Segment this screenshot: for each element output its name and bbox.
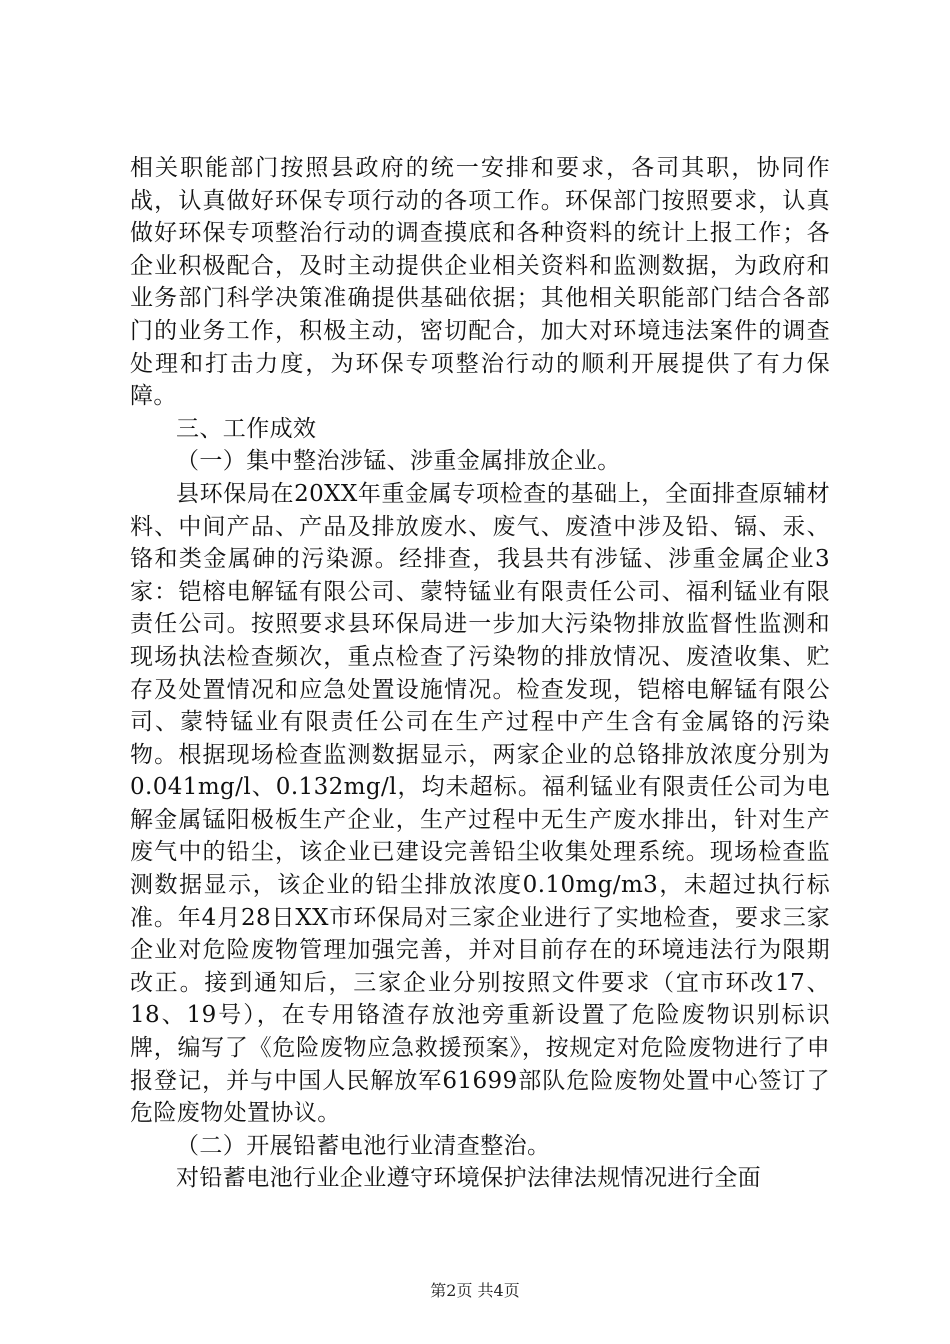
subsection-heading-1: （一）集中整治涉锰、涉重金属排放企业。 <box>176 448 621 475</box>
document-body <box>130 152 830 1195</box>
paragraph-1: 相关职能部门按照县政府的统一安排和要求，各司其职，协同作战，认真做好环保专项行动的各项工作。环保部门按照要求，认真做好环保专项整治行动的调查摸底和各种资料的统计上报工作；各企业积极配合，及时主动提供企业相关资料和监测数据，为政府和业务部门科学决策准确提供基础依据；其他相关职能部门结合各部门的业务工作，积极主动，密切配合，加大对环境违法案件的调查处理和打击力度，为环保专项整治行动的顺利开展提供了有力保障。 <box>130 155 830 410</box>
page-footer: 第2页 共4页 <box>430 1281 520 1300</box>
paragraph-3: 对铅蓄电池行业企业遵守环境保护法律法规情况进行全面 <box>176 1165 761 1192</box>
paragraph-2: 县环保局在20XX年重金属专项检查的基础上，全面排查原辅材料、中间产品、产品及排放废水、废气、废渣中涉及铅、镉、汞、铬和类金属砷的污染源。经排查，我县共有涉锰、涉重金属企业3家：铠榕电解锰有限公司、蒙特锰业有限责任公司、福利锰业有限责任公司。按照要求县环保局进一步加大污染物排放监督性监测和现场执法检查频次，重点检查了污染物的排放情况、废渣收集、贮存及处置情况和应急处置设施情况。检查发现，铠榕电解锰有限公司、蒙特锰业有限责任公司在生产过程中产生含有金属铬的污染物。根据现场检查监测数据显示，两家企业的总铬排放浓度分别为0.041mg/l、0.132mg/l，均未超标。福利锰业有限责任公司为电解金属锰阳极板生产企业，生产过程中无生产废水排出，针对生产废气中的铅尘，该企业已建设完善铅尘收集处理系统。现场检查监测数据显示，该企业的铅尘排放浓度0.10mg/m3，未超过执行标准。年4月28日XX市环保局对三家企业进行了实地检查，要求三家企业对危险废物管理加强完善，并对目前存在的环境违法行为限期改正。接到通知后，三家企业分别按照文件要求（宜市环改17、18、19号），在专用铬渣存放池旁重新设置了危险废物识别标识牌，编写了《危险废物应急救援预案》，按规定对危险废物进行了申报登记，并与中国人民解放军61699部队危险废物处置中心签订了危险废物处置协议。 <box>130 480 830 1127</box>
subsection-heading-2: （二）开展铅蓄电池行业清查整治。 <box>176 1132 551 1159</box>
section-heading-results: 三、工作成效 <box>176 415 317 442</box>
